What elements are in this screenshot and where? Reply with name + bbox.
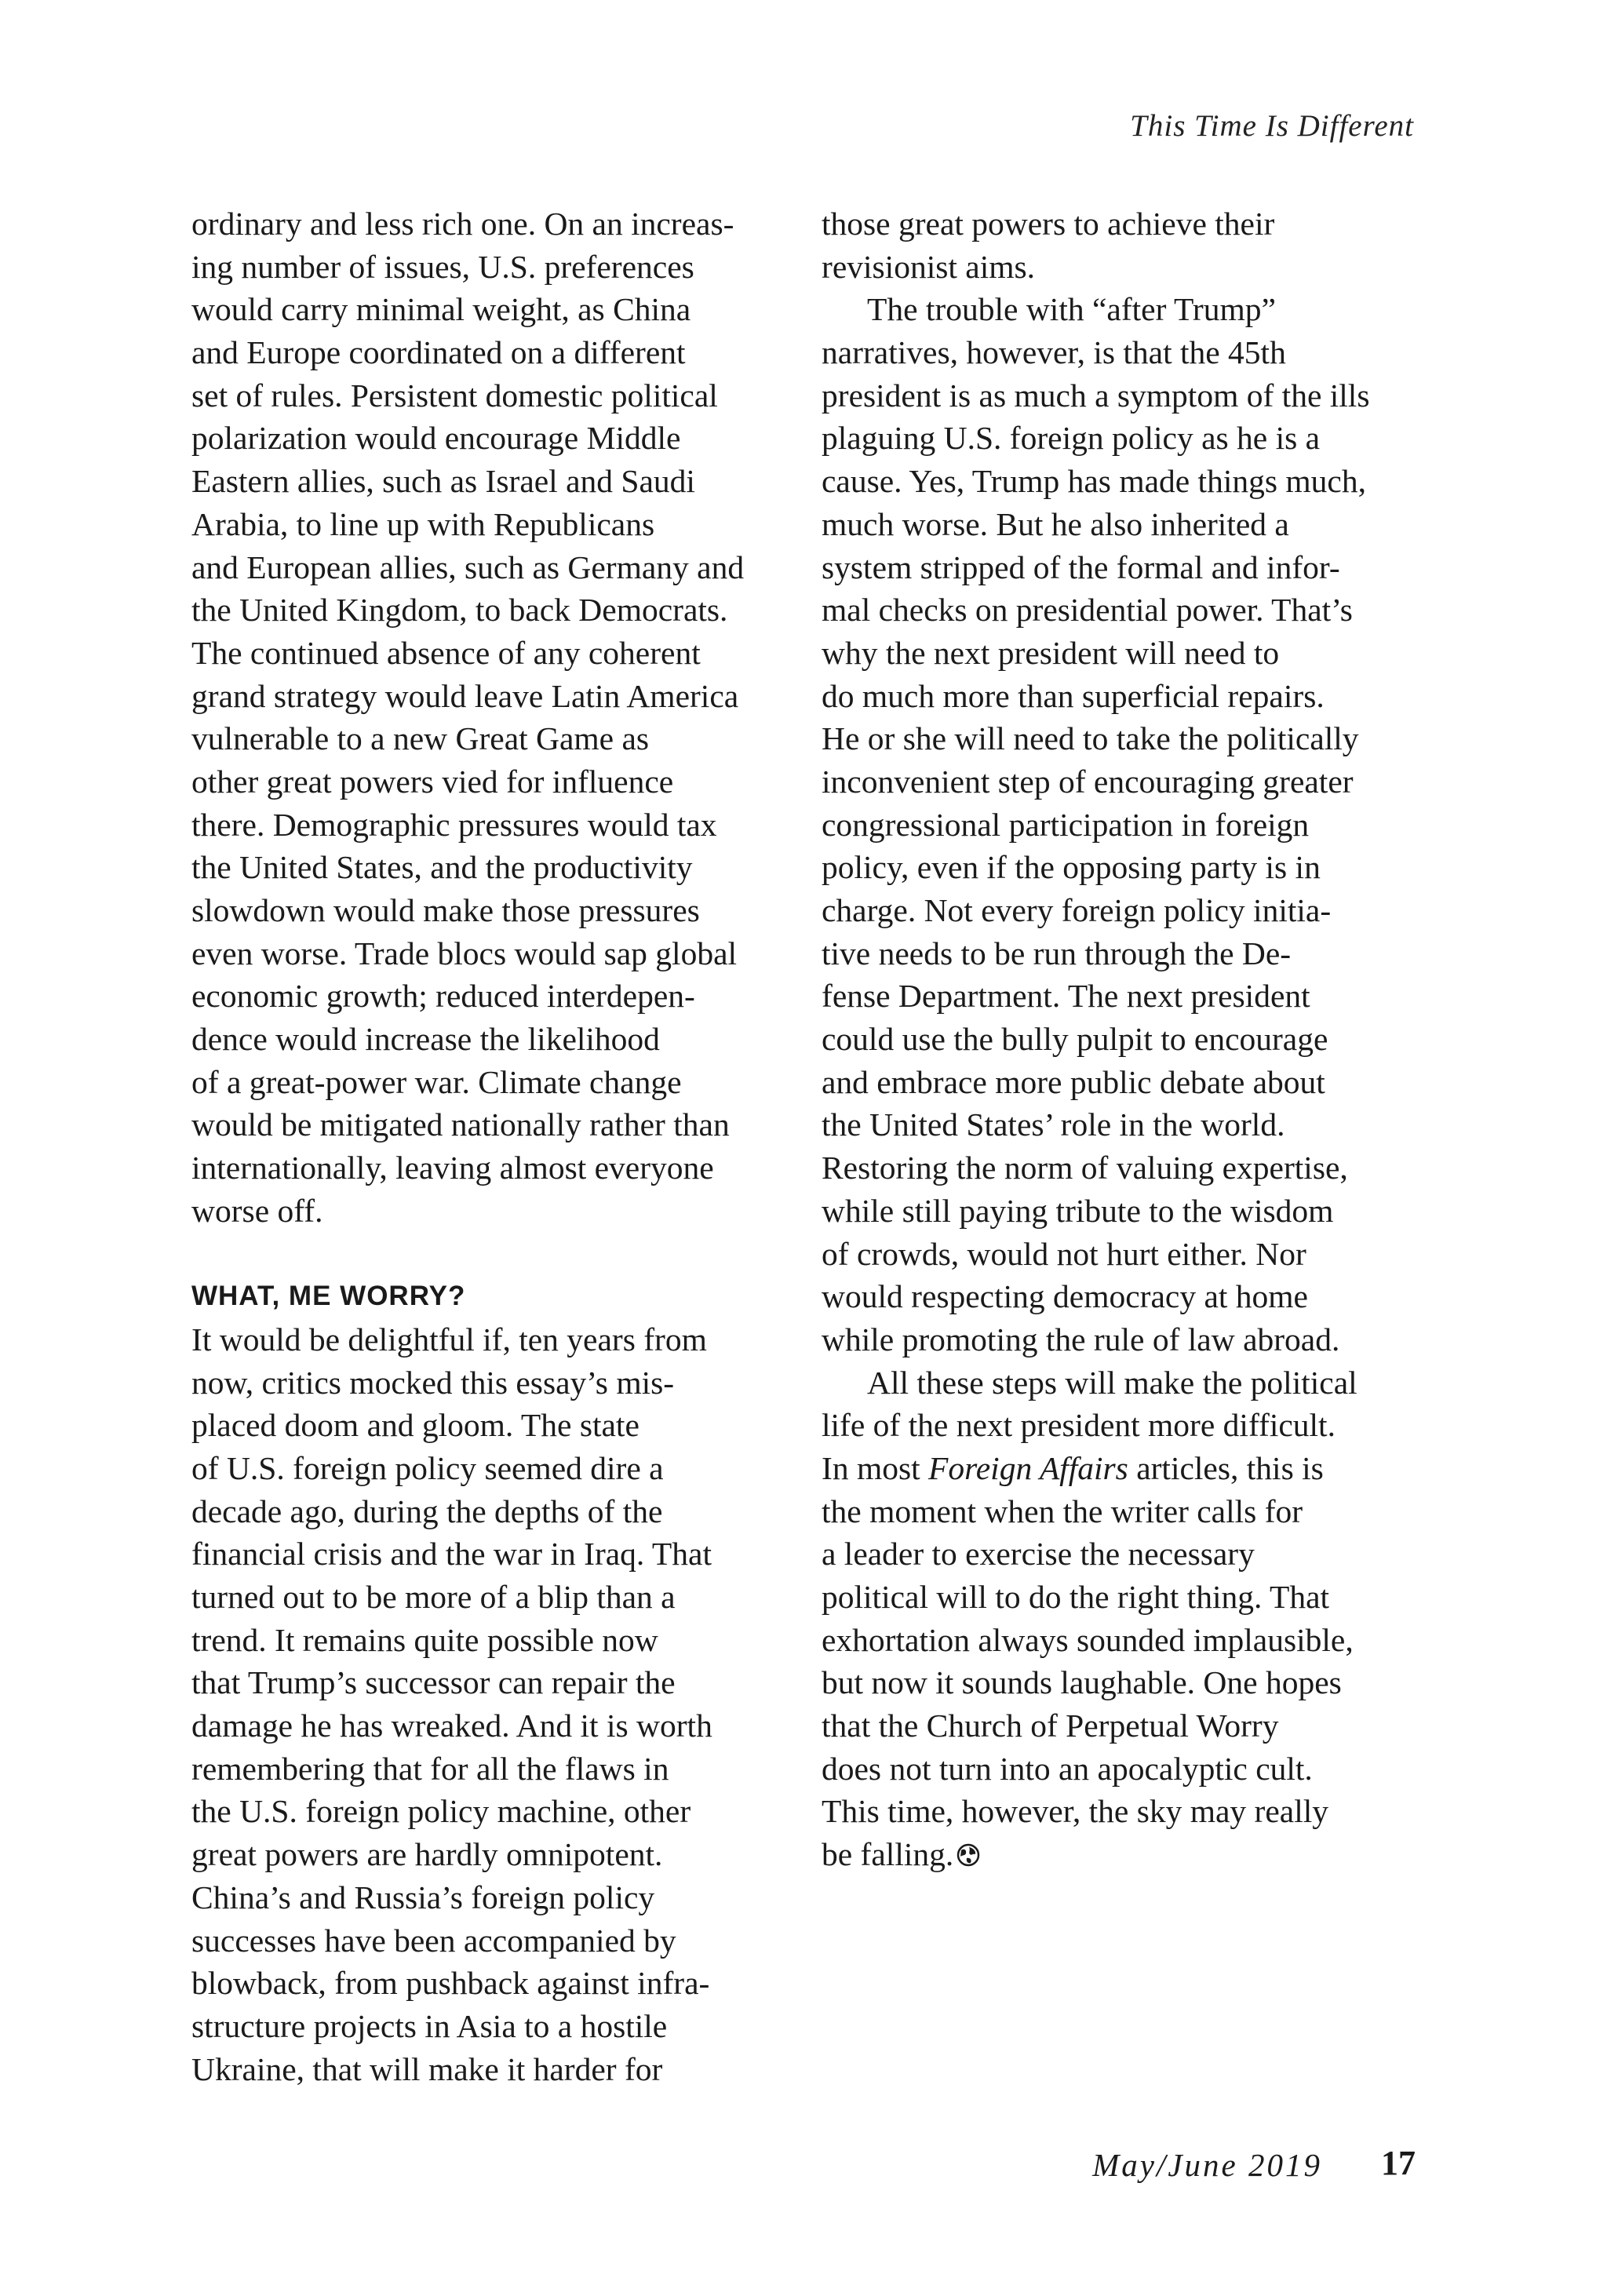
text-line: the U.S. foreign policy machine, other xyxy=(191,1793,691,1830)
text-line: while still paying tribute to the wisdom xyxy=(822,1192,1334,1229)
text-line: He or she will need to take the politically xyxy=(822,720,1359,757)
text-line: and European allies, such as Germany and xyxy=(191,548,745,585)
globe-end-mark-icon xyxy=(957,1843,980,1867)
text-line: does not turn into an apocalyptic cult. xyxy=(822,1750,1313,1787)
left-column xyxy=(191,202,788,2090)
text-line: and Europe coordinated on a different xyxy=(191,334,686,371)
text-line: those great powers to achieve their xyxy=(822,206,1275,242)
text-line: and embrace more public debate about xyxy=(822,1063,1325,1100)
text-line: congressional participation in foreign xyxy=(822,806,1310,843)
text-line: why the next president will need to xyxy=(822,634,1280,671)
text-line: inconvenient step of encouraging greater xyxy=(822,763,1354,800)
text-line: Arabia, to line up with Republicans xyxy=(191,505,655,542)
text-line-with-italic xyxy=(822,1447,1418,1490)
text-line: blowback, from pushback against infra- xyxy=(191,1965,710,2002)
text-fragment: articles, this is xyxy=(1128,1449,1324,1486)
text-line: Restoring the norm of valuing expertise, xyxy=(822,1150,1348,1186)
text-line: system stripped of the formal and infor- xyxy=(822,548,1340,585)
text-line: a leader to exercise the necessary xyxy=(822,1536,1255,1573)
text-line: This time, however, the sky may really xyxy=(822,1793,1329,1830)
text-line: financial crisis and the war in Iraq. That xyxy=(191,1536,712,1573)
text-line: internationally, leaving almost everyone xyxy=(191,1150,714,1186)
text-fragment: be falling. xyxy=(822,1836,954,1873)
text-line: policy, even if the opposing party is in xyxy=(822,849,1321,886)
text-line: now, critics mocked this essay’s mis- xyxy=(191,1364,675,1401)
text-line: fense Department. The next president xyxy=(822,978,1310,1015)
text-line: great powers are hardly omnipotent. xyxy=(191,1836,663,1873)
text-line: political will to do the right thing. That xyxy=(822,1579,1330,1615)
text-line: slowdown would make those pressures xyxy=(191,892,700,928)
text-line: dence would increase the likelihood xyxy=(191,1021,660,1058)
text-line: cause. Yes, Trump has made things much, xyxy=(822,463,1366,500)
text-line: vulnerable to a new Great Game as xyxy=(191,720,650,757)
text-line: The continued absence of any coherent xyxy=(191,634,701,671)
text-line: China’s and Russia’s foreign policy xyxy=(191,1879,655,1915)
text-line: narratives, however, is that the 45th xyxy=(822,334,1286,371)
text-line: the United States, and the productivity xyxy=(191,849,693,886)
text-line: polarization would encourage Middle xyxy=(191,420,681,457)
text-line: Ukraine, that will make it harder for xyxy=(191,2050,663,2087)
text-line: that Trump’s successor can repair the xyxy=(191,1664,676,1701)
text-line: president is as much a symptom of the ills xyxy=(822,377,1370,414)
text-line: there. Demographic pressures would tax xyxy=(191,806,717,843)
text-line: Eastern allies, such as Israel and Saudi xyxy=(191,463,695,500)
text-line: do much more than superficial repairs. xyxy=(822,677,1325,714)
text-line: other great powers vied for influence xyxy=(191,763,674,800)
text-line: the United Kingdom, to back Democrats. xyxy=(191,592,728,629)
text-line: the United States’ role in the world. xyxy=(822,1106,1285,1143)
text-line: remembering that for all the flaws in xyxy=(191,1750,669,1787)
text-line: would respecting democracy at home xyxy=(822,1278,1308,1315)
text-line: set of rules. Persistent domestic political xyxy=(191,377,718,414)
publication-title: Foreign Affairs xyxy=(928,1449,1128,1486)
text-line-final xyxy=(822,1833,1418,1876)
text-line: charge. Not every foreign policy initia- xyxy=(822,892,1332,928)
text-line: economic growth; reduced interdepen- xyxy=(191,978,695,1015)
text-line: but now it sounds laughable. One hopes xyxy=(822,1664,1342,1701)
page-number: 17 xyxy=(1381,2144,1416,2182)
text-line: that the Church of Perpetual Worry xyxy=(822,1707,1279,1744)
section-heading: WHAT, ME WORRY? xyxy=(191,1281,466,1312)
text-line: damage he has wreaked. And it is worth xyxy=(191,1707,712,1744)
issue-date: May/June 2019 xyxy=(1092,2147,1322,2183)
text-line: of a great-power war. Climate change xyxy=(191,1063,682,1100)
text-line: of U.S. foreign policy seemed dire a xyxy=(191,1449,664,1486)
text-line: tive needs to be run through the De- xyxy=(822,935,1292,971)
text-line: structure projects in Asia to a hostile xyxy=(191,2007,668,2044)
text-line: life of the next president more difficult. xyxy=(822,1407,1336,1444)
text-line: trend. It remains quite possible now xyxy=(191,1621,658,1658)
text-line: of crowds, would not hurt either. Nor xyxy=(822,1235,1306,1272)
text-line: exhortation always sounded implausible, xyxy=(822,1621,1354,1658)
text-line: even worse. Trade blocs would sap global xyxy=(191,935,738,971)
text-line: The trouble with “after Trump” xyxy=(867,291,1276,328)
text-line: It would be delightful if, ten years from xyxy=(191,1321,707,1358)
paragraph-after-trump xyxy=(822,288,1418,1361)
text-line: ordinary and less rich one. On an increas- xyxy=(191,206,734,242)
text-line: plaguing U.S. foreign policy as he is a xyxy=(822,420,1321,457)
text-line: much worse. But he also inherited a xyxy=(822,505,1289,542)
text-line: decade ago, during the depths of the xyxy=(191,1492,663,1529)
text-line: revisionist aims. xyxy=(822,248,1036,285)
text-fragment: In most xyxy=(822,1449,929,1486)
text-line: would be mitigated nationally rather than xyxy=(191,1106,730,1143)
running-title: This Time Is Different xyxy=(1130,109,1414,143)
paragraph-what-me-worry xyxy=(191,1318,788,2090)
paragraph-closing-scenario xyxy=(191,202,788,1233)
text-line: would carry minimal weight, as China xyxy=(191,291,691,328)
text-line: could use the bully pulpit to encourage xyxy=(822,1021,1328,1058)
text-line: the moment when the writer calls for xyxy=(822,1492,1303,1529)
text-line: placed doom and gloom. The state xyxy=(191,1407,640,1444)
paragraph-conclusion xyxy=(822,1361,1418,1876)
text-line: All these steps will make the political xyxy=(867,1364,1357,1401)
text-line: turned out to be more of a blip than a xyxy=(191,1579,676,1615)
text-line: while promoting the rule of law abroad. xyxy=(822,1321,1340,1358)
text-line: successes have been accompanied by xyxy=(191,1922,676,1959)
text-line: ing number of issues, U.S. preferences xyxy=(191,248,694,285)
text-line: mal checks on presidential power. That’s xyxy=(822,592,1353,629)
section-spacer xyxy=(191,1233,788,1276)
paragraph-continuation xyxy=(822,202,1418,288)
text-line: worse off. xyxy=(191,1192,323,1229)
text-line: grand strategy would leave Latin America xyxy=(191,677,739,714)
right-column xyxy=(822,202,1418,1876)
